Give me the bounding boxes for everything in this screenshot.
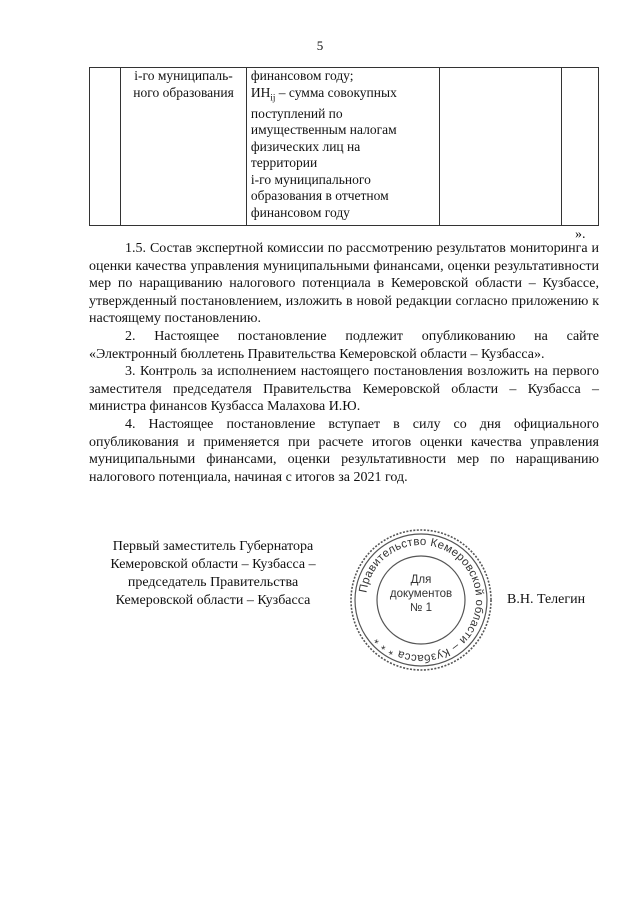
title-line: Первый заместитель Губернатора — [112, 539, 314, 554]
title-line: председатель Правительства — [127, 575, 299, 590]
seal-line: Для — [410, 574, 432, 586]
cell-line: финансовом году — [250, 204, 350, 220]
in-definition-line — [251, 85, 435, 106]
cell-line: финансовом году; — [250, 68, 354, 83]
paragraph-3: 3. Контроль за исполнением настоящего постановления возложить на первого заместителя председателя Правительства Кемеровской области – Кузбасса – министра финансов Кузбасса Малахова И.Ю. — [89, 364, 599, 415]
title-line: Кемеровской области – Кузбасса — [115, 593, 311, 608]
cell-line: i-го муниципального — [250, 171, 371, 187]
table-cell-empty — [440, 68, 562, 226]
table-cell-name — [121, 68, 247, 226]
cell-line: образования в отчетном — [250, 188, 389, 204]
title-line: Кемеровской области – Кузбасса – — [110, 557, 316, 572]
cell-line: имущественным налогам — [250, 122, 397, 138]
continuation-table — [89, 67, 599, 226]
official-seal — [346, 525, 496, 675]
cell-line: поступлений по — [250, 105, 343, 121]
signatory-title — [90, 538, 336, 610]
table-cell-index — [90, 68, 121, 226]
in-subscript: ij — [270, 92, 276, 103]
table-cell-description — [246, 68, 439, 226]
paragraph-1-5: 1.5. Состав экспертной комиссии по рассмотрению результатов мониторинга и оценки качества управления муниципальными финансами, оценки результативности мер по наращиванию налогового потенциала в Кемеровской области – Кузбассе, утвержденный постановлением, изложить в новой редакции согласно приложению к настоящему постановлению. — [89, 241, 599, 327]
cell-line: i-го муниципаль- — [134, 68, 233, 83]
document-body — [89, 240, 599, 486]
in-definition: – сумма совокупных — [275, 84, 397, 100]
seal-ring-textpath: Правительство Кемеровской области – Кузбасса * * * — [357, 535, 486, 665]
table-row — [90, 68, 599, 226]
cell-line: физических лиц на — [250, 138, 361, 154]
seal-center-text — [346, 573, 496, 615]
seal-line: документов — [389, 588, 453, 600]
in-symbol: ИН — [250, 84, 271, 100]
cell-line: ного образования — [133, 84, 234, 100]
table-cell-empty — [561, 68, 598, 226]
closing-quote: ». — [575, 227, 586, 242]
cell-line: территории — [250, 155, 318, 171]
paragraph-4: 4. Настоящее постановление вступает в силу со дня официального опубликования и применяется при расчете итогов оценки качества управления муниципальными финансами, оценки результативности мер по наращиванию налогового потенциала, начиная с итогов за 2021 год. — [89, 416, 599, 485]
page-number: 5 — [316, 38, 324, 53]
seal-line: № 1 — [410, 602, 432, 614]
paragraph-2: 2. Настоящее постановление подлежит опубликованию на сайте «Электронный бюллетень Правительства Кемеровской области – Кузбасса». — [89, 328, 599, 362]
signatory-name: В.Н. Телегин — [507, 592, 586, 607]
